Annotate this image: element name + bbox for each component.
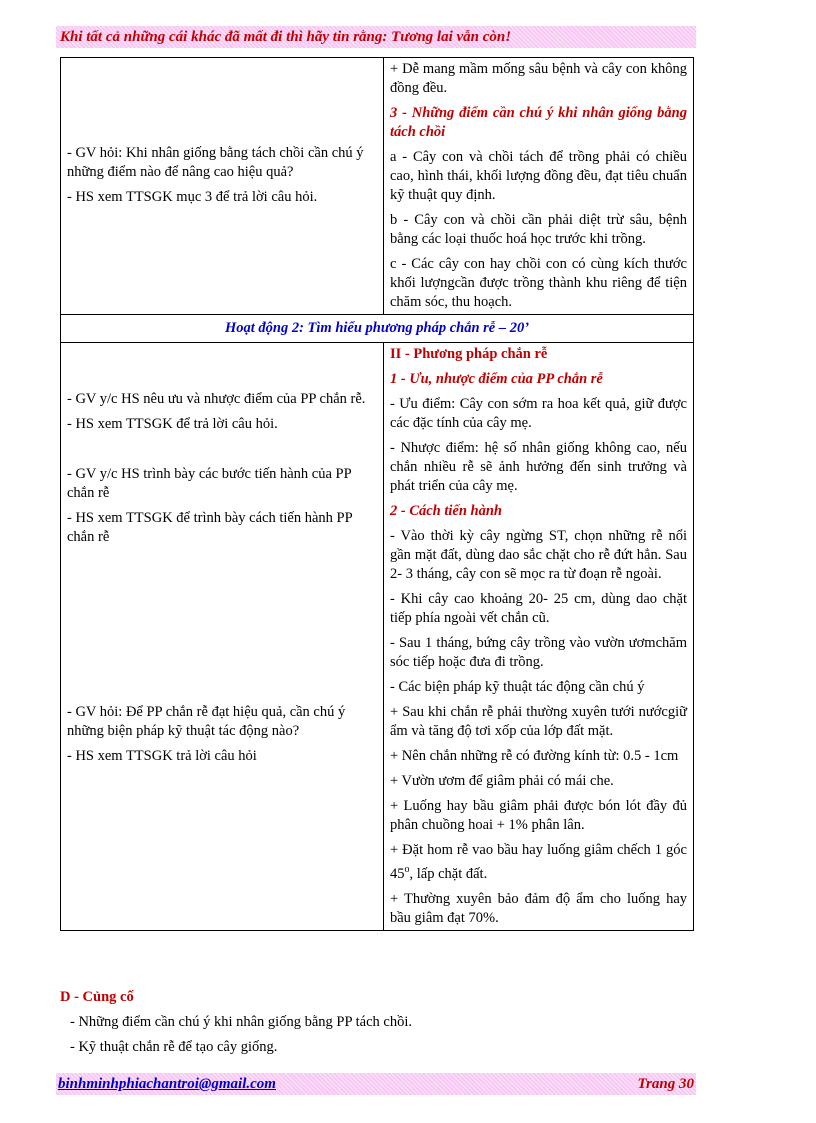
content-paragraph: - Nhược điểm: hệ số nhân giống không cao, nếu chắn nhiều rễ sẽ ảnh hưởng đến sinh trưởng và phát triển của cây mẹ. [390,440,687,494]
content-paragraph: - Sau 1 tháng, bứng cây trồng vào vườn ươmchăm sóc tiếp hoặc đưa đi trồng. [390,635,687,670]
student-answer: - HS xem TTSGK để trình bày cách tiến hành PP chắn rễ [67,510,353,545]
activity-heading: Hoạt động 2: Tìm hiểu phương pháp chắn rễ – 20’ [61,315,694,343]
table-row [61,343,694,931]
consolidation-title: D - Củng cố [60,989,134,1005]
content-paragraph: a - Cây con và chồi tách để trồng phải có chiều cao, hình thái, khối lượng đồng đều, đạt tiêu chuẩn kỹ thuật quy định. [390,149,687,203]
teacher-question: - GV y/c HS trình bày các bước tiến hành của PP chắn rễ [67,466,352,501]
table-row [61,315,694,343]
content-paragraph: - Vào thời kỳ cây ngừng ST, chọn những rễ nổi gần mặt đất, dùng dao sắc chặt cho rễ đứt hẳn. Sau 2- 3 tháng, cây con sẽ mọc ra từ đoạn rễ ngoài. [390,528,687,582]
content-paragraph: c - Các cây con hay chồi con có cùng kích thước khối lượngcần được trồng thành khu riêng để tiện chăm sóc, thu hoạch. [390,256,687,310]
lesson-table [60,57,694,931]
content-paragraph: - Khi cây cao khoảng 20- 25 cm, dùng dao chặt tiếp phía ngoài vết chắn cũ. [390,591,687,626]
content-paragraph: + Nên chắn những rễ có đường kính từ: 0.5 - 1cm [390,748,679,764]
table-row [61,58,694,315]
degree-superscript: o [404,864,410,875]
consolidation-section [60,988,700,1063]
section-heading: 3 - Những điểm cần chú ý khi nhân giống bằng tách chồi [390,105,687,140]
content-paragraph: + Luống hay bầu giâm phải được bón lót đầy đủ phân chuồng hoai + 1% phân lân. [390,798,687,833]
teacher-question: - GV y/c HS nêu ưu và nhược điểm của PP chắn rễ. [67,391,366,407]
content-paragraph: + Dễ mang mầm mống sâu bệnh và cây con không đồng đều. [390,61,687,96]
consolidation-item: - Những điểm cần chú ý khi nhân giống bằng PP tách chồi. [70,1014,412,1030]
section-title: II - Phương pháp chắn rễ [390,346,548,362]
teacher-student-cell [61,343,384,931]
text-span: + Đặt hom rễ vao bầu hay luống giâm chếch 1 góc 45 [390,842,687,882]
content-paragraph: + Vườn ươm để giâm phải có mái che. [390,773,614,789]
header-quote: Khi tất cả những cái khác đã mất đi thì hãy tin rằng: Tương lai vẫn còn! [60,29,512,45]
subsection-heading: 2 - Cách tiến hành [390,503,502,519]
content-paragraph: - Các biện pháp kỹ thuật tác động cần chú ý [390,679,645,695]
header-banner [56,26,696,48]
student-answer: - HS xem TTSGK mục 3 để trả lời câu hỏi. [67,189,318,205]
footer-email-link[interactable]: binhminhphiachantroi@gmail.com [58,1076,276,1092]
content-paragraph: + Thường xuyên bảo đảm độ ẩm cho luống hay bầu giâm đạt 70%. [390,890,687,926]
page-number: Trang 30 [637,1076,694,1092]
teacher-question: - GV hỏi: Khi nhân giống bằng tách chồi cần chú ý những điểm nào để nâng cao hiệu quả? [67,145,364,180]
student-answer: - HS xem TTSGK trả lời câu hỏi [67,748,257,764]
consolidation-item: - Kỹ thuật chắn rễ để tạo cây giống. [70,1039,278,1055]
content-cell [384,58,694,315]
content-paragraph [390,841,687,884]
content-paragraph: - Ưu điểm: Cây con sớm ra hoa kết quả, giữ được các đặc tính của cây mẹ. [390,396,687,431]
text-span: , lấp chặt đất. [409,865,488,882]
footer-banner [56,1073,696,1095]
student-answer: - HS xem TTSGK để trả lời câu hỏi. [67,416,278,432]
content-paragraph: + Sau khi chắn rễ phải thường xuyên tưới nướcgiữ ẩm và tăng độ tơi xốp của lớp đất mặt. [390,704,687,739]
content-paragraph: b - Cây con và chồi cần phải diệt trừ sâu, bệnh bằng các loại thuốc hoá học trước khi trồng. [390,212,687,247]
subsection-heading: 1 - Ưu, nhược điểm của PP chắn rễ [390,371,603,387]
teacher-student-cell [61,58,384,315]
teacher-question: - GV hỏi: Để PP chắn rễ đạt hiệu quả, cần chú ý những biện pháp kỹ thuật tác động nào? [67,704,346,739]
content-cell [384,343,694,931]
